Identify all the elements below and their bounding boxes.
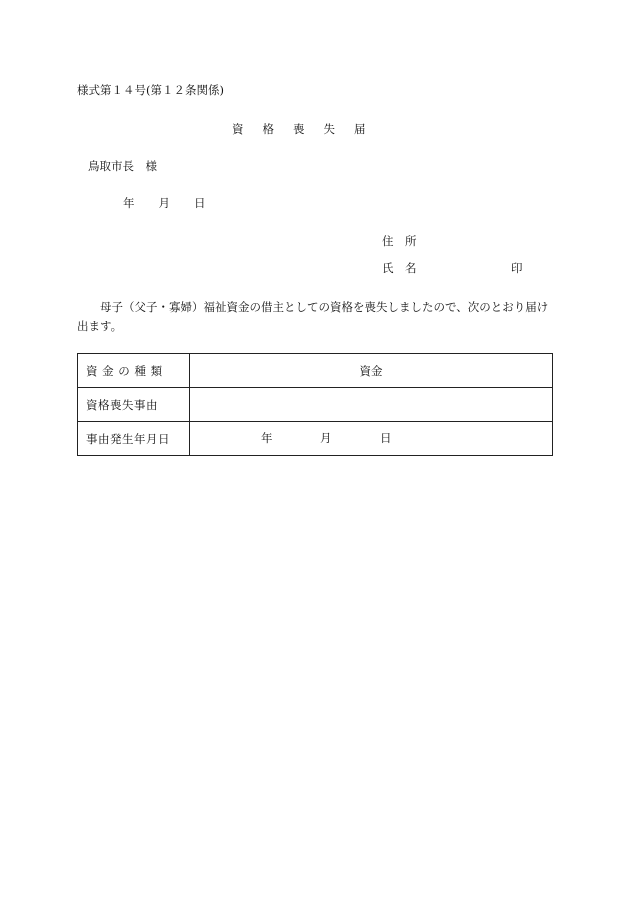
- title-char-5: 届: [354, 122, 366, 136]
- title-char-1: 資: [232, 122, 244, 136]
- row-label-fund-type: 資 金 の 種 類: [78, 354, 190, 388]
- row-label-occurrence-date: 事由発生年月日: [78, 422, 190, 456]
- date-year: 年: [123, 196, 135, 210]
- form-number: 様式第１４号(第１２条関係): [77, 83, 224, 97]
- date-day: 日: [194, 196, 206, 210]
- addressee: 鳥取市長 様: [88, 159, 157, 173]
- title-char-3: 喪: [293, 122, 305, 136]
- occurrence-day: 日: [380, 431, 392, 445]
- loss-reason-value[interactable]: [190, 388, 553, 422]
- table-row: [78, 354, 553, 388]
- fund-type-value[interactable]: 資金: [190, 354, 553, 388]
- title-char-2: 格: [262, 122, 274, 136]
- occurrence-date-value[interactable]: [190, 422, 553, 456]
- title-char-4: 失: [323, 122, 335, 136]
- info-table: [77, 353, 553, 456]
- address-label: 住 所: [382, 234, 417, 248]
- occurrence-month: 月: [320, 431, 332, 445]
- document-title: [232, 124, 366, 136]
- seal-mark: 印: [511, 261, 523, 275]
- occurrence-year: 年: [261, 431, 273, 445]
- date-month: 月: [158, 196, 170, 210]
- table-row: [78, 422, 553, 456]
- submission-date: [123, 198, 206, 210]
- body-paragraph: 母子（父子・寡婦）福祉資金の借主としての資格を喪失しましたので、次のとおり届け出ます。: [77, 300, 549, 333]
- table-row: [78, 388, 553, 422]
- row-label-loss-reason: 資格喪失事由: [78, 388, 190, 422]
- name-label: 氏 名: [382, 261, 417, 275]
